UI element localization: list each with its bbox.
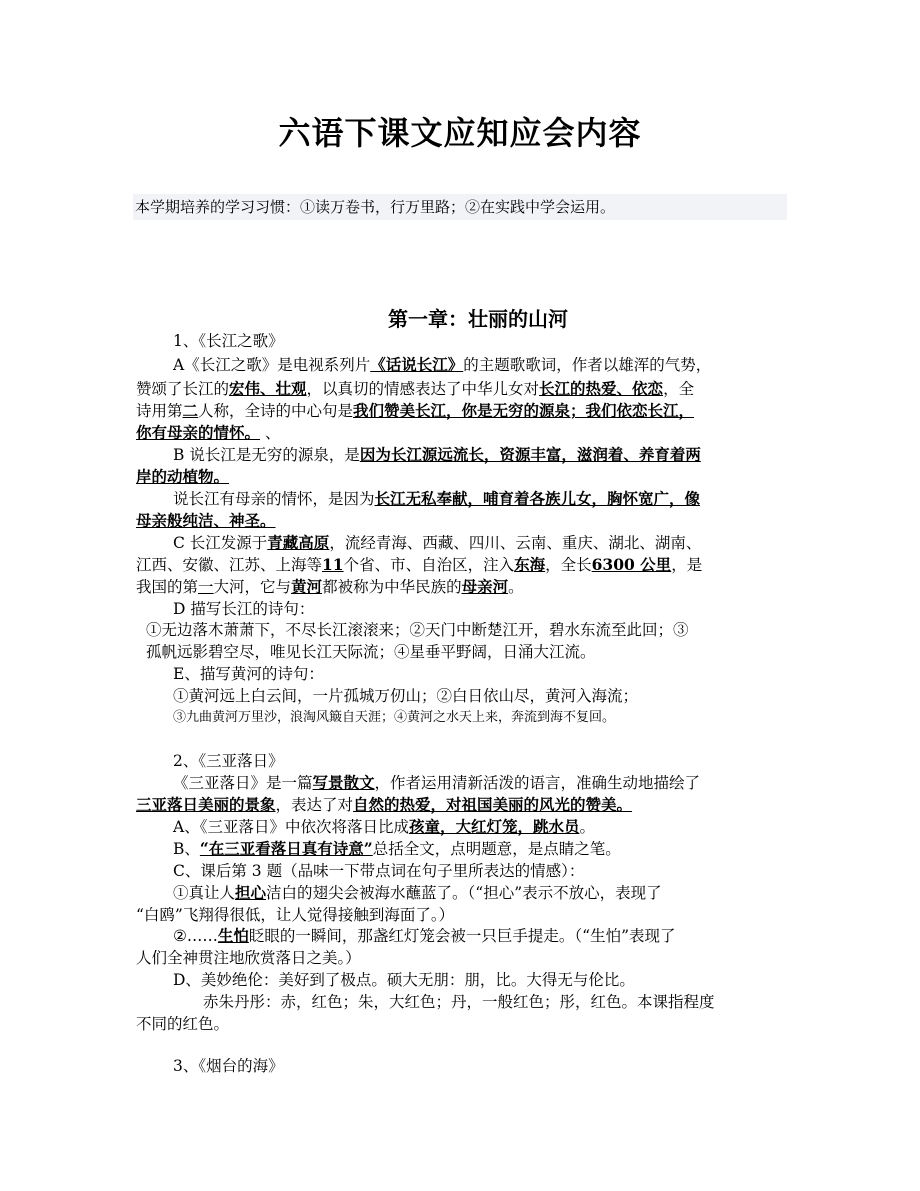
keyword: 11 [322,555,344,574]
keyword: 母亲河 [461,577,509,596]
keyword: 自然的热爱，对祖国美丽的风光的赞美。 [353,795,633,814]
lesson2-c-sentence2: ②……生怕眨眼的一瞬间，那盏红灯笼会被一只巨手提走。（“生怕”表现了 [173,926,676,945]
lesson2-a: A、《三亚落日》中依次将落日比成孩童，大红灯笼，跳水员。 [173,817,595,836]
keyword: 黄河 [291,577,323,596]
keyword: 《话说长江》 [370,355,464,374]
keyword: 担心 [235,883,267,902]
lesson2-title: 2、《三亚落日》 [173,752,284,770]
lesson2-intro-line1: 《三亚落日》是一篇写景散文，作者运用清新活泼的语言，准确生动地描绘了 [173,773,701,792]
keyword: 青藏高原 [267,533,330,552]
keyword: 宏伟、壮观 [229,379,307,398]
lesson1-d-title: D 描写长江的诗句： [173,600,315,618]
study-habit-banner: 本学期培养的学习习惯：①读万卷书，行万里路；②在实践中学会运用。 [133,194,787,220]
lesson1-d-poem-line1: ①无边落木萧萧下，不尽长江滚滚来；②天门中断楚江开，碧水东流至此回；③ [146,621,689,639]
lesson3-title: 3、《烟台的海》 [173,1057,284,1075]
page-title: 六语下课文应知应会内容 [278,114,642,152]
lesson1-b-line2 [136,467,229,487]
lesson2-c-sentence1-note: “白鸥”飞翔得很低，让人觉得接触到海面了。） [136,906,455,924]
lesson1-title: 1、《长江之歌》 [173,332,284,350]
lesson1-e-title: E、描写黄河的诗句： [173,665,324,683]
lesson1-d-poem-line2: 孤帆远影碧空尽，唯见长江天际流；④星垂平野阔，日涌大江流。 [146,643,596,661]
lesson2-b: B、“在三亚看落日真有诗意”总括全文，点明题意，是点睛之笔。 [173,839,621,858]
keyword: “在三亚看落日真有诗意” [199,839,373,858]
lesson1-e-poem-line1: ①黄河远上白云间，一片孤城万仞山；②白日依山尽，黄河入海流； [173,687,639,705]
lesson1-c-line3: 我国的第一大河，它与黄河都被称为中华民族的母亲河。 [136,577,524,596]
lesson2-d-line2: 赤朱丹彤：赤，红色；朱，大红色；丹，一般红色；彤，红色。本课指程度 [203,993,715,1011]
lesson1-e-poem-line2: ③九曲黄河万里沙，浪淘风簸自天涯；④黄河之水天上来，奔流到海不复回。 [173,710,616,725]
lesson1-a-line1: A《长江之歌》是电视系列片《话说长江》的主题歌歌词，作者以雄浑的气势， [173,355,712,374]
keyword: 因为长江源远流长，资源丰富，滋润着、养育着两 [359,445,701,464]
keyword: 生怕 [217,926,249,945]
keyword: 写景散文 [312,773,375,792]
lesson2-c-sentence1: ①真让人担心洁白的翅尖会被海水蘸蓝了。（“担心”表示不放心，表现了 [173,883,662,902]
keyword: 三亚落日美丽的景象 [136,795,276,814]
keyword: 长江的热爱、依恋 [539,379,664,398]
lesson2-c-title: C、课后第 3 题（品味一下带点词在句子里所表达的情感）： [173,862,585,880]
keyword: 二 [182,401,199,420]
lesson1-c-line2: 江西、安徽、江苏、上海等11个省、市、自治区，注入东海，全长6300 公里，是 [136,555,703,574]
lesson1-b-line4 [136,511,276,531]
lesson1-c-line1: C 长江发源于青藏高原，流经青海、西藏、四川、云南、重庆、湖北、湖南、 [173,533,702,552]
keyword: 我们赞美长江，你是无穷的源泉；我们依恋长江， [353,401,695,420]
lesson1-b-line3: 说长江有母亲的情怀，是因为长江无私奉献，哺育着各族儿女，胸怀宽广，像 [173,489,701,508]
lesson1-a-line3: 诗用第二人称，全诗的中心句是我们赞美长江，你是无穷的源泉；我们依恋长江， [136,401,695,420]
keyword: 一 [198,578,214,596]
keyword: 孩童，大红灯笼，跳水员 [408,817,580,836]
lesson2-d-line1: D、美妙绝伦：美好到了极点。硕大无朋：朋，比。大得无与伦比。 [173,971,635,989]
lesson2-intro-line2: 三亚落日美丽的景象，表达了对自然的热爱，对祖国美丽的风光的赞美。 [136,795,633,814]
chapter-heading: 第一章：壮丽的山河 [388,307,568,331]
keyword: 母亲般纯洁、神圣。 [136,511,276,530]
lesson2-d-line3: 不同的红色。 [136,1015,230,1033]
keyword: 6300 公里 [591,555,672,574]
keyword: 你有母亲的情怀。 [136,423,261,442]
keyword: 长江无私奉献，哺育着各族儿女，胸怀宽广，像 [374,489,701,508]
lesson1-a-line2: 赞颂了长江的宏伟、壮观，以真切的情感表达了中华儿女对长江的热爱、依恋，全 [136,379,695,398]
lesson1-b-line1: B 说长江是无穷的源泉，是因为长江源远流长，资源丰富，滋润着、养育着两 [173,445,701,464]
keyword: 岸的动植物。 [136,467,230,486]
keyword: 东海 [514,555,546,574]
lesson1-a-line4: 你有母亲的情怀。 、 [136,423,281,442]
lesson2-c-sentence2-note: 人们全神贯注地欣赏落日之美。） [136,949,361,967]
